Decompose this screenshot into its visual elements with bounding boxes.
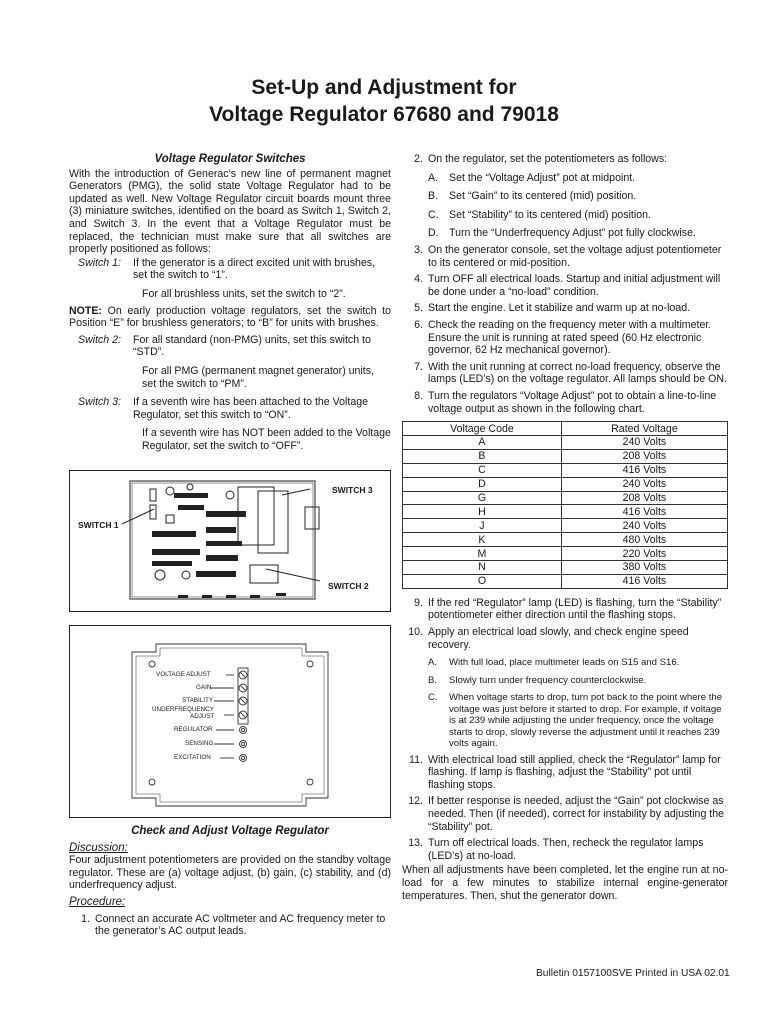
discussion-heading: Discussion:: [69, 841, 128, 854]
label-gain: GAIN: [196, 684, 212, 691]
label-sensing: SENSING: [185, 740, 214, 747]
step-13-number: 13.: [408, 837, 423, 850]
check-adjust-section: [69, 825, 391, 938]
step-2: [402, 153, 728, 166]
switch2-row: [69, 334, 391, 359]
voltage-cell: 220 Volts: [561, 547, 727, 561]
sub-letter: C.: [428, 692, 438, 704]
table-row: [403, 574, 728, 588]
code-cell: D: [403, 477, 562, 491]
note-label: NOTE:: [69, 304, 102, 317]
sub-text: With full load, place multimeter leads on S15 and S16.: [449, 657, 680, 669]
switches-section: [69, 153, 391, 452]
voltage-cell: 416 Volts: [561, 574, 727, 588]
step-4: [402, 273, 728, 298]
header-rated-voltage: Rated Voltage: [561, 422, 727, 436]
step-1-text: Connect an accurate AC voltmeter and AC frequency meter to the generator’s AC output leads.: [95, 912, 386, 938]
table-row: [403, 519, 728, 533]
check-adjust-heading: Check and Adjust Voltage Regulator: [131, 825, 329, 837]
switches-heading: Voltage Regulator Switches: [154, 153, 306, 165]
note-text: On early production voltage regulators, set the switch to Position “E” for brushless generators; to “B” for units with brushes.: [69, 304, 391, 330]
code-cell: K: [403, 533, 562, 547]
step-7-number: 7.: [414, 360, 423, 373]
voltage-cell: 208 Volts: [561, 449, 727, 463]
note-paragraph: [69, 305, 391, 330]
switch3-row: [69, 396, 391, 421]
code-cell: A: [403, 435, 562, 449]
step-11-number: 11.: [409, 753, 423, 766]
voltage-cell: 208 Volts: [561, 491, 727, 505]
step-7-text: With the unit running at correct no-load frequency, observe the lamps (LED’s) on the voltage regulator. All lamps should be ON.: [428, 360, 727, 386]
switch1-callout: SWITCH 1: [78, 520, 119, 530]
step-10-number: 10.: [408, 625, 423, 638]
voltage-table: [402, 421, 728, 589]
code-cell: J: [403, 519, 562, 533]
page-title: [0, 74, 768, 128]
step-10: [402, 626, 728, 651]
step-3-number: 3.: [414, 243, 423, 256]
title-line-1: Set-Up and Adjustment for: [251, 76, 517, 99]
table-row: [403, 463, 728, 477]
voltage-cell: 416 Volts: [561, 505, 727, 519]
code-cell: B: [403, 449, 562, 463]
procedure-step-1: [69, 913, 391, 938]
discussion-text: Four adjustment potentiometers are provided on the standby voltage regulator. These are (a) voltage adjust, (b) gain, (c) stability, and (d) underfrequency adjust.: [69, 854, 391, 892]
switch2-callout: SWITCH 2: [328, 581, 369, 591]
table-row: [403, 505, 728, 519]
switch2-text: For all standard (non-PMG) units, set this switch to “STD”.: [133, 333, 371, 359]
step-12-text: If better response is needed, adjust the “Gain” pot clockwise as needed. Then (if needed), correct for instability by adjusting the “Stability” pot.: [428, 795, 725, 833]
step-3: [402, 244, 728, 269]
code-cell: M: [403, 547, 562, 561]
step-8-number: 8.: [414, 389, 423, 402]
step-2-sub-a: [428, 172, 728, 185]
step-6: [402, 319, 728, 357]
sub-letter: A.: [428, 657, 438, 669]
sub-text: Slowly turn under frequency counterclockwise.: [449, 674, 647, 686]
step-12: [402, 795, 728, 833]
switch1-label: Switch 1:: [78, 256, 121, 269]
step-12-number: 12.: [408, 795, 423, 808]
step-9-text: If the red “Regulator” lamp (LED) is flashing, turn the “Stability” potentiometer either direction until the flashing stops.: [428, 596, 722, 622]
voltage-cell: 240 Volts: [561, 477, 727, 491]
table-row: [403, 449, 728, 463]
step-2-sub-d: [428, 227, 728, 240]
code-cell: G: [403, 491, 562, 505]
step-8: [402, 390, 728, 415]
voltage-cell: 416 Volts: [561, 463, 727, 477]
switches-intro: With the introduction of Generac’s new line of permanent magnet Generators (PMG), the solid state Voltage Regulator had to be updated as well. New Voltage Regulator circuit boards mount three (3) miniature switches, identified on the board as Switch 1, Switch 2, and Switch 3. In the event that a Voltage Regulator must be replaced, the technician must make sure that all switches are properly positioned as follows:: [69, 167, 391, 256]
step-4-number: 4.: [414, 273, 423, 286]
sub-letter: B.: [428, 190, 439, 203]
table-row: [403, 477, 728, 491]
switch1-extra: For all brushless units, set the switch to “2”.: [142, 287, 346, 300]
table-row: [403, 533, 728, 547]
step-1-number: 1.: [81, 912, 90, 925]
switch2-label: Switch 2:: [78, 333, 121, 346]
sub-letter: D.: [428, 227, 439, 240]
switch3-label: Switch 3:: [78, 396, 121, 409]
sub-letter: A.: [428, 171, 439, 184]
step-9: [402, 597, 728, 622]
step-10-sub-b: [428, 675, 728, 687]
step-2-sub-b: [428, 190, 728, 203]
switch3-text: If a seventh wire has been attached to the Voltage Regulator, set this switch to “ON”.: [133, 396, 368, 421]
label-underfrequency: UNDERFREQUENCY: [152, 706, 214, 713]
step-2-sub-c: [428, 209, 728, 222]
step-10-sub-a: [428, 657, 728, 669]
circuit-board-figure: [69, 470, 391, 612]
step-11-text: With electrical load still applied, check the “Regulator” lamp for flashing. If lamp is flashing, adjust the “Stability” pot until flashing stops.: [428, 753, 721, 791]
sub-letter: B.: [428, 674, 438, 686]
step-5: [402, 302, 728, 315]
voltage-cell: 380 Volts: [561, 561, 727, 575]
step-13: [402, 837, 728, 862]
label-stability: STABILITY: [182, 697, 214, 704]
label-adjust: ADJUST: [190, 713, 215, 720]
step-6-text: Check the reading on the frequency meter with a multimeter. Ensure the unit is running at rated speed (60 Hz electronic governor, 62 Hz mechanical governor).: [428, 318, 712, 357]
step-2-number: 2.: [414, 153, 423, 165]
step-8-text: Turn the regulators “Voltage Adjust” pot to obtain a line-to-line voltage output as shown in the following chart.: [428, 389, 717, 415]
switch1-row: [69, 257, 391, 282]
switch2-extra: For all PMG (permanent magnet generator) units, set the switch to “PM”.: [142, 364, 374, 390]
step-3-text: On the generator console, set the voltage adjust potentiometer to its centered or mid-position.: [428, 243, 722, 269]
code-cell: H: [403, 505, 562, 519]
code-cell: O: [403, 574, 562, 588]
voltage-cell: 480 Volts: [561, 533, 727, 547]
label-excitation: EXCITATION: [174, 754, 211, 761]
regulator-panel-figure: [69, 625, 391, 818]
switch3-callout: SWITCH 3: [332, 485, 373, 495]
step-5-number: 5.: [414, 302, 423, 315]
sub-text: Set “Gain” to its centered (mid) position.: [449, 190, 637, 203]
table-row: [403, 491, 728, 505]
sub-text: When voltage starts to drop, turn pot back to the point where the voltage was just before it started to drop. For example, if voltage is at 239 while adjusting the under frequency, once the voltage starts to drop, slowly reverse the adjustment until it reaches 239 volts again.: [449, 692, 723, 750]
closing-paragraph: When all adjustments have been completed, let the engine run at no-load for a few minutes to stabilize internal engine-generator temperatures. Then, shut the generator down.: [402, 864, 728, 902]
step-5-text: Start the engine. Let it stabilize and warm up at no-load.: [428, 302, 691, 315]
sub-text: Turn the “Underfrequency Adjust” pot fully clockwise.: [449, 227, 696, 240]
step-10-text: Apply an electrical load slowly, and check engine speed recovery.: [428, 625, 689, 651]
header-voltage-code: Voltage Code: [403, 422, 562, 436]
title-line-2: Voltage Regulator 67680 and 79018: [209, 103, 559, 126]
table-row: [403, 547, 728, 561]
bulletin-footer: Bulletin 0157100SVE Printed in USA 02.01: [536, 968, 730, 979]
table-row: [403, 561, 728, 575]
step-7: [402, 361, 728, 386]
procedure-steps-right: [402, 153, 728, 902]
step-4-text: Turn OFF all electrical loads. Startup and initial adjustment will be done under a “no-load” condition.: [428, 273, 721, 298]
step-13-text: Turn off electrical loads. Then, recheck the regulator lamps (LED’s) at no-load.: [428, 837, 704, 862]
label-voltage-adjust: VOLTAGE ADJUST: [156, 671, 211, 678]
sub-text: Set “Stability” to its centered (mid) position.: [449, 208, 651, 221]
sub-text: Set the “Voltage Adjust” pot at midpoint.: [449, 171, 636, 184]
voltage-table-header: [403, 422, 728, 436]
label-regulator: REGULATOR: [174, 726, 213, 733]
code-cell: N: [403, 561, 562, 575]
step-2-text: On the regulator, set the potentiometers as follows:: [428, 153, 668, 165]
code-cell: C: [403, 463, 562, 477]
table-row: [403, 435, 728, 449]
regulator-panel-drawing: [70, 626, 390, 817]
step-6-number: 6.: [414, 318, 423, 331]
voltage-cell: 240 Volts: [561, 519, 727, 533]
procedure-heading: Procedure:: [69, 895, 126, 908]
switch1-text: If the generator is a direct excited unit with brushes, set the switch to “1”.: [133, 256, 376, 282]
step-11: [402, 754, 728, 792]
sub-letter: C.: [428, 208, 439, 221]
switch3-extra: If a seventh wire has NOT been added to the Voltage Regulator, set the switch to “OFF”.: [142, 427, 391, 452]
step-10-sub-c: [428, 692, 728, 750]
step-9-number: 9.: [414, 596, 423, 609]
voltage-cell: 240 Volts: [561, 435, 727, 449]
